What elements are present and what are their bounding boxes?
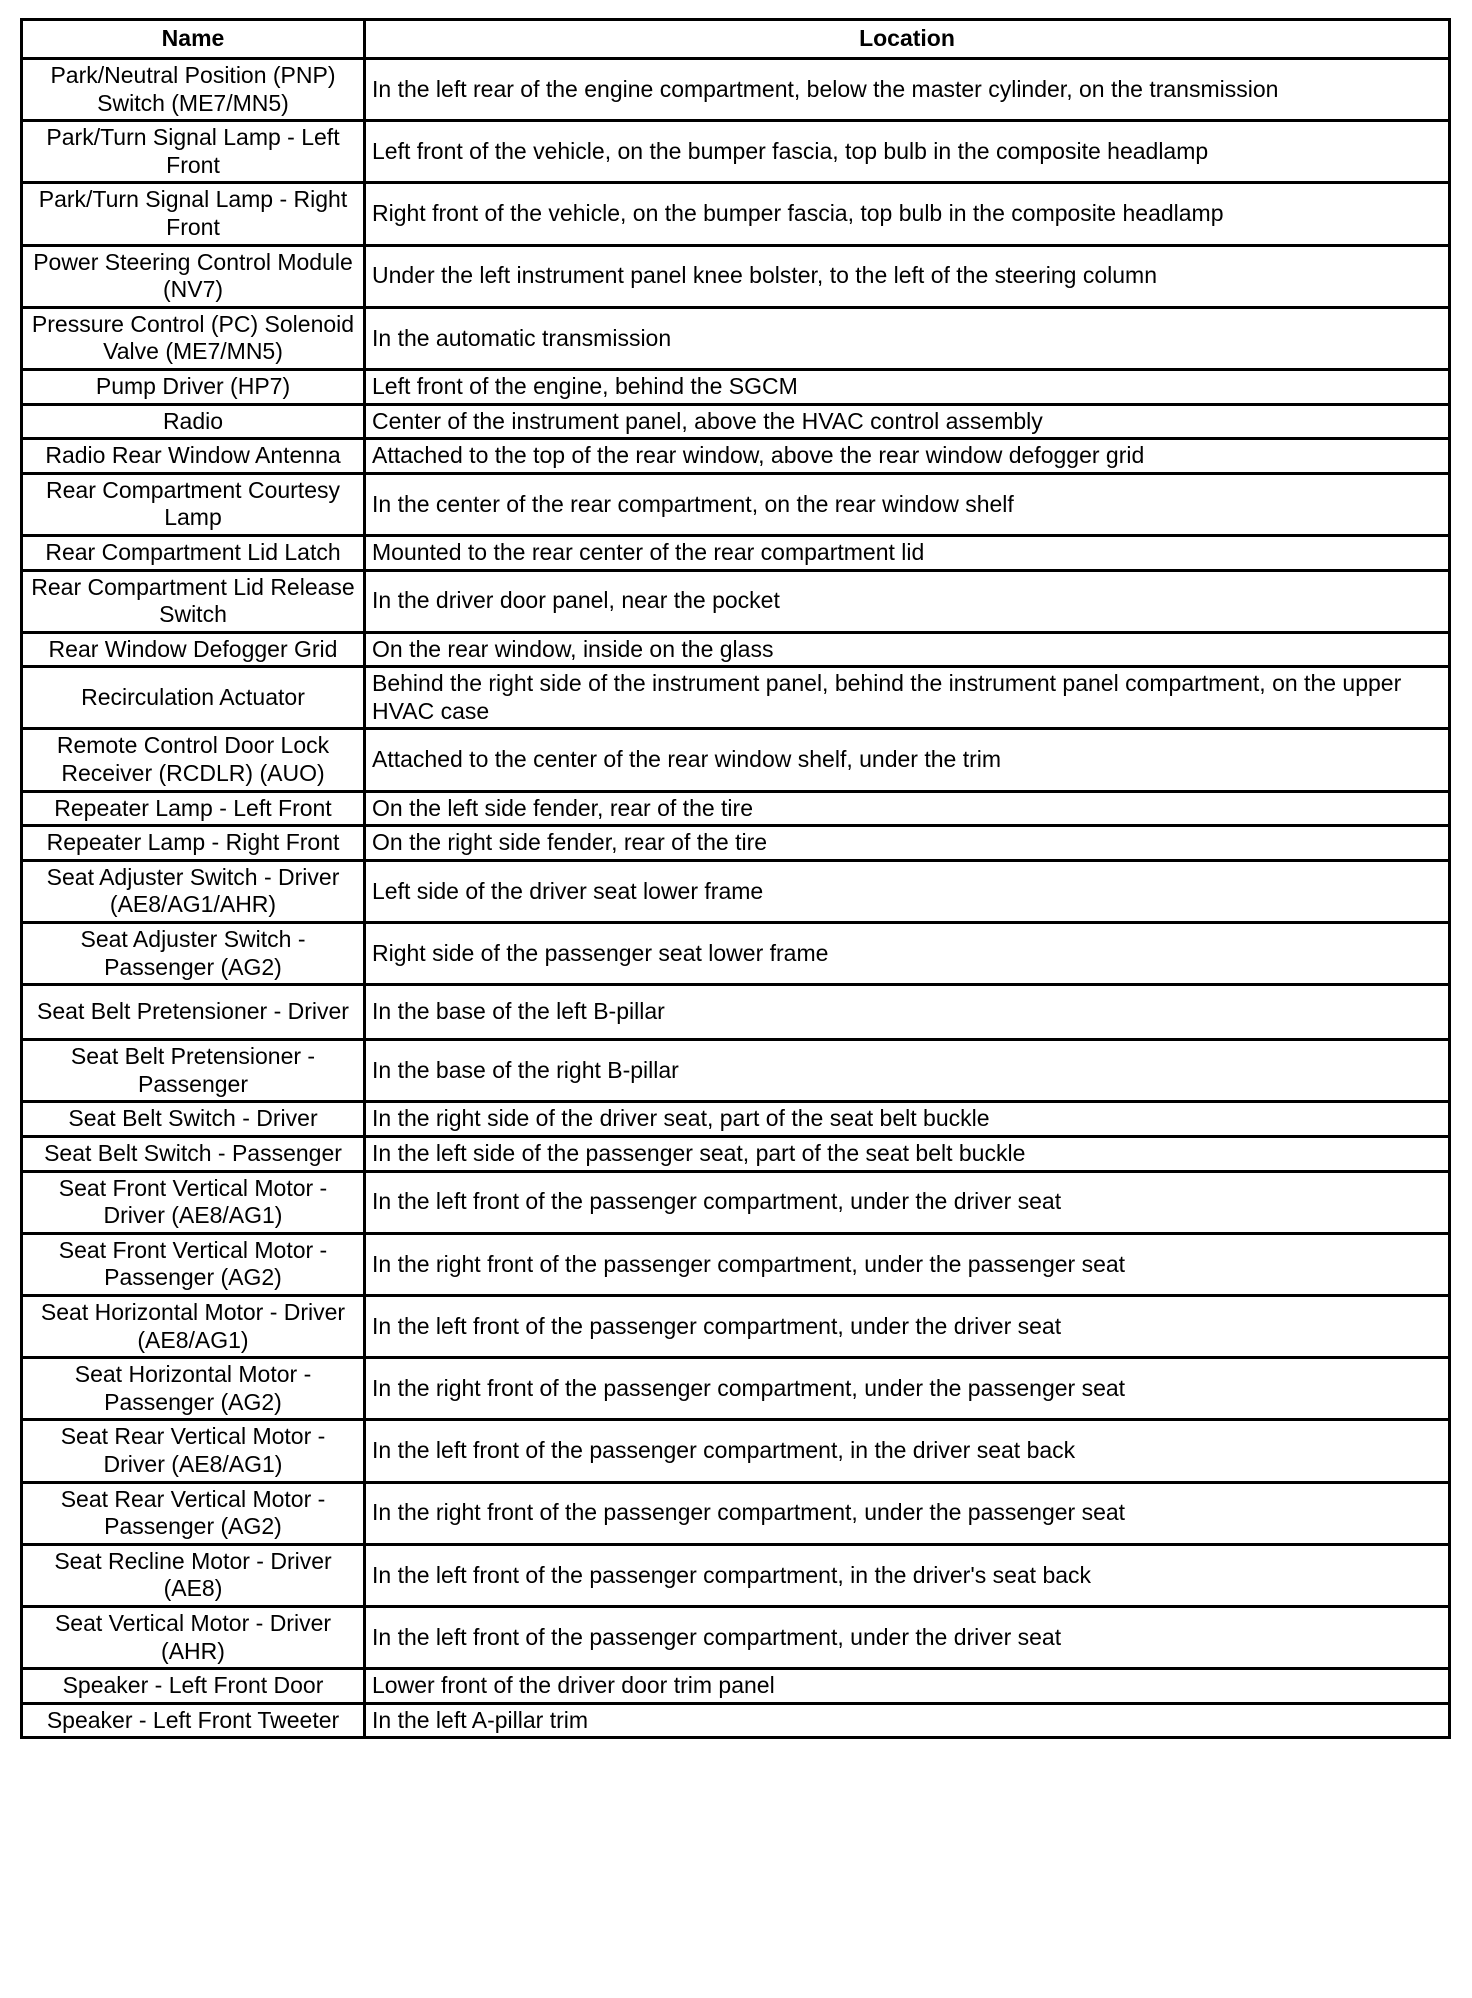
cell-name: Seat Horizontal Motor - Passenger (AG2) bbox=[22, 1358, 365, 1420]
cell-name: Radio Rear Window Antenna bbox=[22, 439, 365, 474]
table-row bbox=[22, 1102, 1450, 1137]
column-header-name: Name bbox=[22, 20, 365, 59]
cell-name: Seat Rear Vertical Motor - Driver (AE8/AG1) bbox=[22, 1420, 365, 1482]
table-row bbox=[22, 1358, 1450, 1420]
table-row bbox=[22, 632, 1450, 667]
cell-name: Seat Recline Motor - Driver (AE8) bbox=[22, 1544, 365, 1606]
table-row bbox=[22, 985, 1450, 1040]
table-row bbox=[22, 1171, 1450, 1233]
table-row bbox=[22, 245, 1450, 307]
cell-name: Rear Compartment Lid Release Switch bbox=[22, 570, 365, 632]
cell-name: Rear Compartment Lid Latch bbox=[22, 535, 365, 570]
table-body bbox=[22, 59, 1450, 1738]
cell-name: Seat Rear Vertical Motor - Passenger (AG2) bbox=[22, 1482, 365, 1544]
table-row bbox=[22, 1669, 1450, 1704]
cell-name: Pump Driver (HP7) bbox=[22, 369, 365, 404]
cell-location: Attached to the center of the rear window shelf, under the trim bbox=[365, 729, 1450, 791]
table-row bbox=[22, 729, 1450, 791]
cell-location: On the right side fender, rear of the tire bbox=[365, 826, 1450, 861]
cell-name: Speaker - Left Front Tweeter bbox=[22, 1703, 365, 1738]
table-row bbox=[22, 439, 1450, 474]
cell-name: Seat Adjuster Switch - Driver (AE8/AG1/AHR) bbox=[22, 860, 365, 922]
table-row bbox=[22, 923, 1450, 985]
table-row bbox=[22, 860, 1450, 922]
table-row bbox=[22, 1233, 1450, 1295]
cell-name: Seat Belt Switch - Passenger bbox=[22, 1137, 365, 1172]
cell-location: Lower front of the driver door trim panel bbox=[365, 1669, 1450, 1704]
cell-name: Seat Horizontal Motor - Driver (AE8/AG1) bbox=[22, 1295, 365, 1357]
table-row bbox=[22, 369, 1450, 404]
table-row bbox=[22, 1703, 1450, 1738]
cell-location: Under the left instrument panel knee bolster, to the left of the steering column bbox=[365, 245, 1450, 307]
table-row bbox=[22, 1482, 1450, 1544]
cell-location: In the left front of the passenger compartment, under the driver seat bbox=[365, 1171, 1450, 1233]
cell-location: In the base of the left B-pillar bbox=[365, 985, 1450, 1040]
cell-location: In the base of the right B-pillar bbox=[365, 1040, 1450, 1102]
cell-location: In the driver door panel, near the pocket bbox=[365, 570, 1450, 632]
cell-name: Seat Front Vertical Motor - Driver (AE8/AG1) bbox=[22, 1171, 365, 1233]
cell-location: In the left front of the passenger compartment, in the driver's seat back bbox=[365, 1544, 1450, 1606]
cell-location: On the rear window, inside on the glass bbox=[365, 632, 1450, 667]
cell-name: Park/Neutral Position (PNP) Switch (ME7/MN5) bbox=[22, 59, 365, 121]
cell-name: Radio bbox=[22, 404, 365, 439]
table-row bbox=[22, 1137, 1450, 1172]
cell-location: Right front of the vehicle, on the bumper fascia, top bulb in the composite headlamp bbox=[365, 183, 1450, 245]
cell-location: In the left A-pillar trim bbox=[365, 1703, 1450, 1738]
cell-location: In the right front of the passenger compartment, under the passenger seat bbox=[365, 1233, 1450, 1295]
table-row bbox=[22, 1295, 1450, 1357]
cell-location: On the left side fender, rear of the tire bbox=[365, 791, 1450, 826]
cell-location: Behind the right side of the instrument panel, behind the instrument panel compartment, on the upper HVAC case bbox=[365, 667, 1450, 729]
table-row bbox=[22, 1606, 1450, 1668]
table-row bbox=[22, 404, 1450, 439]
cell-name: Power Steering Control Module (NV7) bbox=[22, 245, 365, 307]
table-row bbox=[22, 1544, 1450, 1606]
table-row bbox=[22, 791, 1450, 826]
cell-name: Repeater Lamp - Left Front bbox=[22, 791, 365, 826]
cell-location: In the left front of the passenger compartment, under the driver seat bbox=[365, 1295, 1450, 1357]
cell-location: In the left side of the passenger seat, part of the seat belt buckle bbox=[365, 1137, 1450, 1172]
table-row bbox=[22, 59, 1450, 121]
table-row bbox=[22, 1040, 1450, 1102]
cell-location: Left front of the vehicle, on the bumper fascia, top bulb in the composite headlamp bbox=[365, 121, 1450, 183]
cell-location: Left front of the engine, behind the SGCM bbox=[365, 369, 1450, 404]
cell-name: Seat Belt Switch - Driver bbox=[22, 1102, 365, 1137]
table-row bbox=[22, 826, 1450, 861]
cell-name: Park/Turn Signal Lamp - Right Front bbox=[22, 183, 365, 245]
cell-name: Seat Belt Pretensioner - Passenger bbox=[22, 1040, 365, 1102]
cell-location: In the automatic transmission bbox=[365, 307, 1450, 369]
cell-name: Seat Vertical Motor - Driver (AHR) bbox=[22, 1606, 365, 1668]
cell-name: Repeater Lamp - Right Front bbox=[22, 826, 365, 861]
table-row bbox=[22, 570, 1450, 632]
cell-name: Speaker - Left Front Door bbox=[22, 1669, 365, 1704]
cell-location: In the right side of the driver seat, part of the seat belt buckle bbox=[365, 1102, 1450, 1137]
cell-location: In the center of the rear compartment, on the rear window shelf bbox=[365, 473, 1450, 535]
cell-name: Seat Front Vertical Motor - Passenger (AG2) bbox=[22, 1233, 365, 1295]
cell-name: Rear Compartment Courtesy Lamp bbox=[22, 473, 365, 535]
header-row bbox=[22, 20, 1450, 59]
cell-location: Right side of the passenger seat lower frame bbox=[365, 923, 1450, 985]
cell-location: In the right front of the passenger compartment, under the passenger seat bbox=[365, 1482, 1450, 1544]
cell-location: Mounted to the rear center of the rear compartment lid bbox=[365, 535, 1450, 570]
cell-location: In the left rear of the engine compartment, below the master cylinder, on the transmission bbox=[365, 59, 1450, 121]
cell-location: In the left front of the passenger compartment, under the driver seat bbox=[365, 1606, 1450, 1668]
table-row bbox=[22, 183, 1450, 245]
table-row bbox=[22, 1420, 1450, 1482]
cell-name: Recirculation Actuator bbox=[22, 667, 365, 729]
cell-location: Center of the instrument panel, above the HVAC control assembly bbox=[365, 404, 1450, 439]
table-row bbox=[22, 667, 1450, 729]
cell-location: Attached to the top of the rear window, above the rear window defogger grid bbox=[365, 439, 1450, 474]
cell-name: Pressure Control (PC) Solenoid Valve (ME7/MN5) bbox=[22, 307, 365, 369]
cell-name: Park/Turn Signal Lamp - Left Front bbox=[22, 121, 365, 183]
cell-name: Seat Adjuster Switch - Passenger (AG2) bbox=[22, 923, 365, 985]
component-location-table bbox=[20, 18, 1451, 1739]
table-row bbox=[22, 307, 1450, 369]
table-row bbox=[22, 473, 1450, 535]
column-header-location: Location bbox=[365, 20, 1450, 59]
table-row bbox=[22, 535, 1450, 570]
cell-name: Rear Window Defogger Grid bbox=[22, 632, 365, 667]
table-row bbox=[22, 121, 1450, 183]
cell-location: Left side of the driver seat lower frame bbox=[365, 860, 1450, 922]
cell-location: In the left front of the passenger compartment, in the driver seat back bbox=[365, 1420, 1450, 1482]
cell-location: In the right front of the passenger compartment, under the passenger seat bbox=[365, 1358, 1450, 1420]
cell-name: Remote Control Door Lock Receiver (RCDLR) (AUO) bbox=[22, 729, 365, 791]
cell-name: Seat Belt Pretensioner - Driver bbox=[22, 985, 365, 1040]
